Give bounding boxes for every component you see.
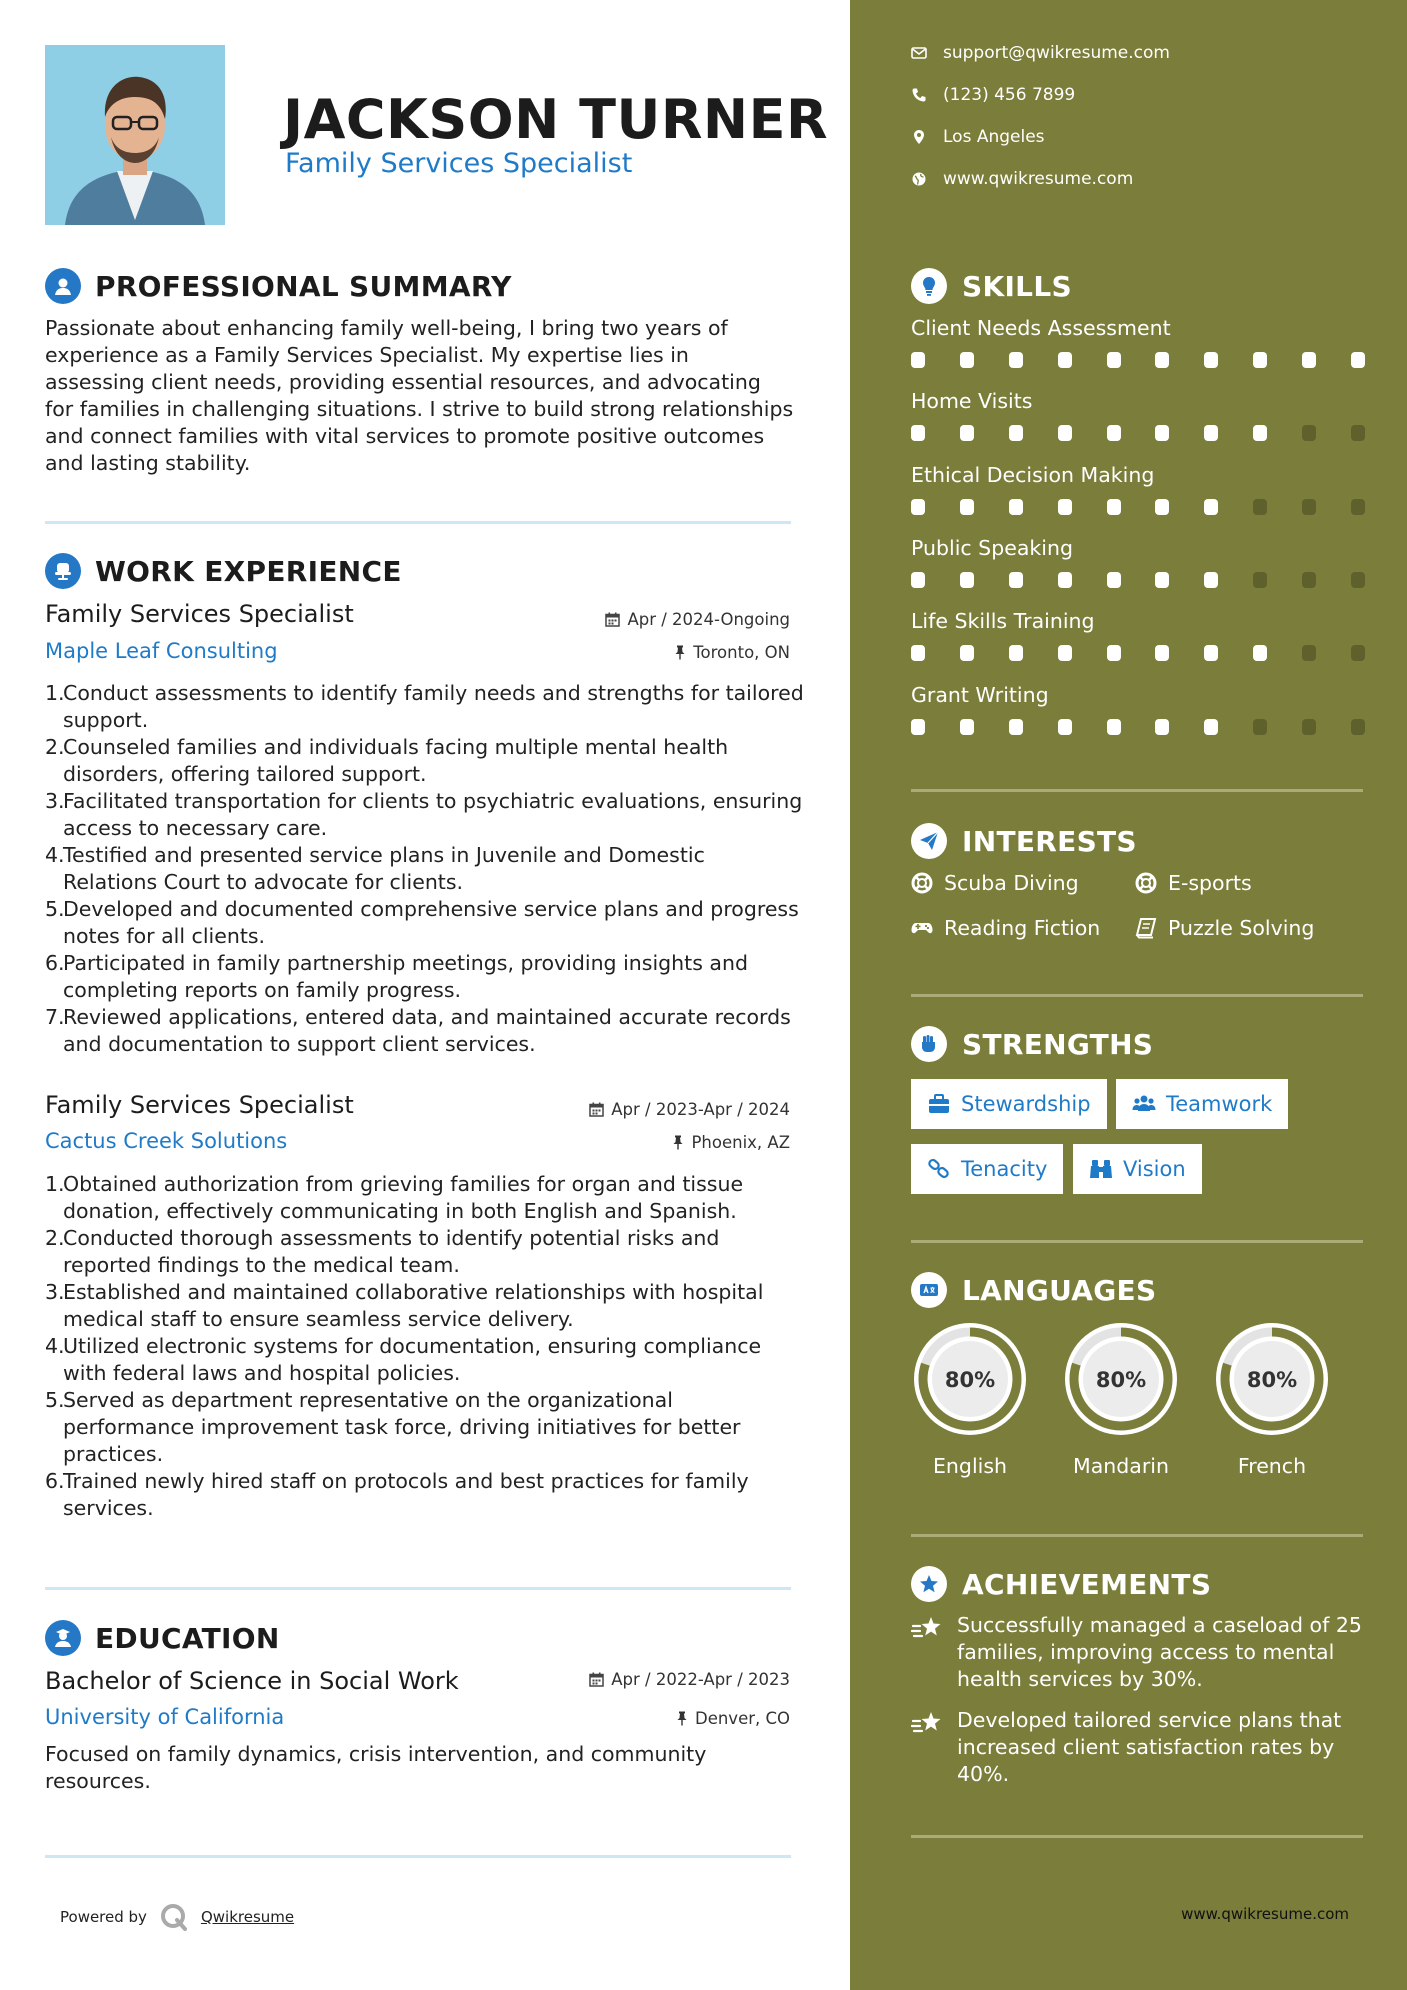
job-location-text: Toronto, ON: [693, 643, 790, 662]
rating-dot-filled: [1058, 572, 1072, 588]
achievements-heading: ACHIEVEMENTS: [962, 1567, 1212, 1601]
job-location-text: Phoenix, AZ: [691, 1133, 790, 1152]
education-location-text: Denver, CO: [694, 1709, 790, 1728]
rating-dot-filled: [1155, 499, 1169, 515]
job-date-text: Apr / 2024-Ongoing: [627, 610, 790, 629]
rating-dot-filled: [1009, 352, 1023, 368]
qwikresume-link[interactable]: Qwikresume: [200, 1908, 295, 1926]
section-divider: [911, 1240, 1363, 1243]
rating-dot-empty: [1351, 645, 1365, 661]
contact-location-text: Los Angeles: [943, 127, 1045, 147]
rating-dot-empty: [1351, 499, 1365, 515]
skill-item: [911, 463, 1365, 515]
profile-photo: [45, 45, 225, 225]
language-percent: 80%: [1095, 1368, 1147, 1392]
achievement-text: Successfully managed a caseload of 25 families, improving access to mental health services by 30%.: [957, 1613, 1362, 1691]
rating-dot-filled: [1253, 425, 1267, 441]
rating-dot-filled: [1058, 499, 1072, 515]
language-percent: 80%: [1246, 1368, 1298, 1392]
fist-icon: [911, 1026, 947, 1062]
contact-email-text: support@qwikresume.com: [943, 43, 1170, 63]
rating-dot-filled: [1155, 572, 1169, 588]
rating-dot-filled: [911, 499, 925, 515]
language-item: [1211, 1318, 1333, 1478]
interest-label: Puzzle Solving: [1168, 916, 1315, 940]
strength-label: Stewardship: [961, 1092, 1091, 1116]
interest-label: Scuba Diving: [944, 871, 1079, 895]
rating-dot-filled: [960, 645, 974, 661]
graduate-icon: [45, 1620, 81, 1656]
list-item: 3. Facilitated transportation for clients to psychiatric evaluations, ensuring access to necessary care.: [45, 789, 803, 840]
education-location: [676, 1709, 790, 1728]
rating-dot-filled: [911, 645, 925, 661]
list-item: 7. Reviewed applications, entered data, and maintained accurate records and documentation to support client services.: [45, 1005, 791, 1056]
shooting-star-icon: [911, 1709, 943, 1739]
list-item: 5. Developed and documented comprehensive service plans and progress notes for all clients.: [45, 897, 799, 948]
pin-icon: [672, 1135, 684, 1150]
lifebuoy-icon: [911, 872, 933, 894]
envelope-icon: [911, 45, 927, 61]
rating-dot-filled: [1009, 572, 1023, 588]
job-title: Family Services Specialist: [45, 600, 354, 628]
experience-heading: WORK EXPERIENCE: [95, 554, 402, 588]
interest-label: E-sports: [1168, 871, 1252, 895]
achievement-text: Developed tailored service plans that increased client satisfaction rates by 40%.: [957, 1708, 1342, 1786]
rating-dot-empty: [1302, 719, 1316, 735]
rating-dot-filled: [1009, 645, 1023, 661]
rating-dot-filled: [911, 352, 925, 368]
summary-text: Passionate about enhancing family well-being, I bring two years of experience as a Family Services Specialist. My expertise lies in assessing client needs, providing essential resources, and advocating for families in challenging situations. I strive to build strong relationships and connect families with vital services to promote positive outcomes and lasting stability.: [45, 316, 794, 475]
language-gauge: [1060, 1318, 1182, 1440]
rating-dot-filled: [1058, 352, 1072, 368]
interest-item: [911, 916, 1100, 940]
job-duties-list: [45, 1171, 805, 1522]
job-date: [605, 610, 790, 629]
list-item: 4. Testified and presented service plans in Juvenile and Domestic Relations Court to advocate for clients.: [45, 843, 705, 894]
skill-name: Grant Writing: [911, 683, 1049, 707]
list-item: 5. Served as department representative on the organizational performance improvement task force, driving initiatives for better practices.: [45, 1388, 741, 1466]
summary-heading: PROFESSIONAL SUMMARY: [95, 269, 512, 303]
language-name: Mandarin: [1073, 1454, 1169, 1478]
skill-item: [911, 316, 1365, 368]
skill-rating: [911, 645, 1365, 661]
rating-dot-filled: [1204, 425, 1218, 441]
calendar-icon: [589, 1102, 604, 1117]
section-divider: [45, 1855, 791, 1858]
lightbulb-icon: [911, 268, 947, 304]
rating-dot-filled: [1009, 499, 1023, 515]
section-divider: [45, 521, 791, 524]
language-name: French: [1237, 1454, 1307, 1478]
job-company: Cactus Creek Solutions: [45, 1129, 288, 1153]
rating-dot-filled: [1253, 645, 1267, 661]
contact-phone[interactable]: [911, 85, 1075, 105]
list-item: 2. Counseled families and individuals facing multiple mental health disorders, offering tailored support.: [45, 735, 729, 786]
rating-dot-filled: [911, 425, 925, 441]
user-icon: [45, 268, 81, 304]
powered-by: [60, 1902, 294, 1932]
language-percent: 80%: [944, 1368, 996, 1392]
job-location: [674, 643, 790, 662]
rating-dot-empty: [1253, 572, 1267, 588]
skill-item: [911, 536, 1365, 588]
rating-dot-filled: [1204, 572, 1218, 588]
rating-dot-filled: [1107, 645, 1121, 661]
qwikresume-logo-icon: [159, 1902, 189, 1932]
rating-dot-filled: [960, 572, 974, 588]
rating-dot-filled: [1107, 352, 1121, 368]
skill-name: Life Skills Training: [911, 609, 1095, 633]
strength-chip: [1116, 1079, 1288, 1129]
language-gauge: [1211, 1318, 1333, 1440]
language-name: English: [932, 1454, 1008, 1478]
contact-website-text: www.qwikresume.com: [943, 169, 1134, 189]
briefcase-chair-icon: [45, 553, 81, 589]
rating-dot-empty: [1302, 499, 1316, 515]
skill-name: Public Speaking: [911, 536, 1073, 560]
briefcase-icon: [927, 1093, 951, 1115]
skill-item: [911, 389, 1365, 441]
interests-heading: INTERESTS: [962, 824, 1137, 858]
list-item: 4. Utilized electronic systems for documentation, ensuring compliance with federal laws and hospital policies.: [45, 1334, 762, 1385]
map-marker-icon: [911, 129, 927, 145]
achievements-heading-row: [911, 1566, 1211, 1602]
languages-heading-row: [911, 1272, 1156, 1308]
interests-heading-row: [911, 823, 1137, 859]
list-item: 2. Conducted thorough assessments to identify potential risks and reported findings to the medical team.: [45, 1226, 720, 1277]
language-item: [909, 1318, 1031, 1478]
rating-dot-filled: [1107, 719, 1121, 735]
lifebuoy-icon: [1135, 872, 1157, 894]
shooting-star-icon: [911, 1614, 943, 1644]
rating-dot-filled: [960, 352, 974, 368]
interest-item: [911, 871, 1079, 895]
interest-item: [1135, 916, 1314, 940]
strength-chip: [1073, 1144, 1202, 1194]
candidate-name: JACKSON TURNER: [283, 88, 829, 151]
rating-dot-filled: [960, 425, 974, 441]
calendar-icon: [605, 612, 620, 627]
section-divider: [45, 1587, 791, 1590]
rating-dot-empty: [1253, 499, 1267, 515]
section-divider: [911, 1835, 1363, 1838]
job-location: [672, 1133, 790, 1152]
powered-by-label: Powered by: [60, 1908, 147, 1926]
interest-item: [1135, 871, 1252, 895]
rating-dot-filled: [1009, 719, 1023, 735]
strength-label: Teamwork: [1166, 1092, 1273, 1116]
rating-dot-empty: [1302, 572, 1316, 588]
list-item: 3. Established and maintained collaborative relationships with hospital medical staff to ensure seamless service delivery.: [45, 1280, 764, 1331]
rating-dot-filled: [1058, 719, 1072, 735]
list-item: 6. Participated in family partnership meetings, providing insights and completing reports on family progress.: [45, 951, 748, 1002]
education-date-text: Apr / 2022-Apr / 2023: [611, 1670, 790, 1689]
skill-name: Client Needs Assessment: [911, 316, 1171, 340]
book-icon: [1135, 917, 1157, 939]
rating-dot-empty: [1302, 645, 1316, 661]
job-title: Family Services Specialist: [45, 1091, 354, 1119]
rating-dot-filled: [1351, 352, 1365, 368]
skills-heading-row: [911, 268, 1072, 304]
strength-label: Vision: [1123, 1157, 1186, 1181]
strength-chip: [911, 1144, 1063, 1194]
education-heading-row: [45, 1620, 280, 1656]
skill-rating: [911, 719, 1365, 735]
achievement-item: [911, 1612, 1363, 1693]
summary-heading-row: [45, 268, 512, 304]
phone-icon: [911, 87, 927, 103]
rating-dot-empty: [1253, 719, 1267, 735]
rating-dot-filled: [1107, 499, 1121, 515]
contact-phone-text: (123) 456 7899: [943, 85, 1076, 105]
rating-dot-filled: [1058, 425, 1072, 441]
rating-dot-filled: [1058, 645, 1072, 661]
section-divider: [911, 1534, 1363, 1537]
rating-dot-filled: [1204, 352, 1218, 368]
degree-title: Bachelor of Science in Social Work: [45, 1667, 459, 1695]
gamepad-icon: [911, 917, 933, 939]
rating-dot-filled: [1204, 719, 1218, 735]
candidate-title: Family Services Specialist: [285, 148, 633, 179]
contact-email[interactable]: [911, 43, 1170, 63]
rating-dot-empty: [1351, 425, 1365, 441]
skill-rating: [911, 425, 1365, 441]
rating-dot-filled: [1155, 425, 1169, 441]
link-icon: [927, 1158, 951, 1180]
skill-rating: [911, 572, 1365, 588]
contact-location: [911, 127, 1045, 147]
list-item: 1. Conduct assessments to identify family needs and strengths for tailored support.: [45, 681, 804, 732]
binoculars-icon: [1089, 1158, 1113, 1180]
list-item: 6. Trained newly hired staff on protocols and best practices for family services.: [45, 1469, 749, 1520]
rating-dot-filled: [960, 719, 974, 735]
rating-dot-filled: [911, 572, 925, 588]
skill-rating: [911, 499, 1365, 515]
rating-dot-filled: [1009, 425, 1023, 441]
pin-icon: [676, 1711, 688, 1726]
users-icon: [1132, 1093, 1156, 1115]
school-name: University of California: [45, 1705, 285, 1729]
experience-heading-row: [45, 553, 402, 589]
interest-label: Reading Fiction: [944, 916, 1101, 940]
rating-dot-filled: [1107, 572, 1121, 588]
strengths-heading-row: [911, 1026, 1153, 1062]
languages-heading: LANGUAGES: [962, 1273, 1157, 1307]
education-date: [589, 1670, 790, 1689]
pin-icon: [674, 645, 686, 660]
education-text: Focused on family dynamics, crisis intervention, and community resources.: [45, 1742, 707, 1793]
rating-dot-filled: [1204, 499, 1218, 515]
list-item: 1. Obtained authorization from grieving families for organ and tissue donation, effectively communicating in both English and Spanish.: [45, 1172, 744, 1223]
rating-dot-filled: [1155, 352, 1169, 368]
person-portrait-icon: [45, 45, 225, 225]
strength-chip: [911, 1079, 1107, 1129]
rating-dot-empty: [1351, 572, 1365, 588]
job-duties-list: [45, 680, 805, 1058]
rating-dot-filled: [1107, 425, 1121, 441]
rating-dot-empty: [1302, 425, 1316, 441]
job-date-text: Apr / 2023-Apr / 2024: [611, 1100, 790, 1119]
rating-dot-filled: [1155, 645, 1169, 661]
achievement-item: [911, 1707, 1363, 1788]
language-item: [1060, 1318, 1182, 1478]
rating-dot-filled: [1302, 352, 1316, 368]
footer-website[interactable]: www.qwikresume.com: [1181, 1905, 1349, 1923]
rating-dot-filled: [1253, 352, 1267, 368]
calendar-icon: [589, 1672, 604, 1687]
translate-icon: [911, 1272, 947, 1308]
skills-heading: SKILLS: [962, 269, 1072, 303]
globe-icon: [911, 171, 927, 187]
strengths-heading: STRENGTHS: [962, 1027, 1154, 1061]
job-company: Maple Leaf Consulting: [45, 639, 278, 663]
language-gauge: [909, 1318, 1031, 1440]
rating-dot-empty: [1351, 719, 1365, 735]
star-badge-icon: [911, 1566, 947, 1602]
job-date: [589, 1100, 790, 1119]
section-divider: [911, 994, 1363, 997]
contact-website[interactable]: [911, 169, 1133, 189]
rating-dot-filled: [911, 719, 925, 735]
rating-dot-filled: [1155, 719, 1169, 735]
skill-item: [911, 609, 1365, 661]
section-divider: [911, 789, 1363, 792]
rating-dot-filled: [960, 499, 974, 515]
paper-plane-icon: [911, 823, 947, 859]
strength-label: Tenacity: [961, 1157, 1048, 1181]
education-heading: EDUCATION: [95, 1621, 280, 1655]
skill-rating: [911, 352, 1365, 368]
skill-name: Ethical Decision Making: [911, 463, 1155, 487]
skill-name: Home Visits: [911, 389, 1033, 413]
rating-dot-filled: [1204, 645, 1218, 661]
skill-item: [911, 683, 1365, 735]
